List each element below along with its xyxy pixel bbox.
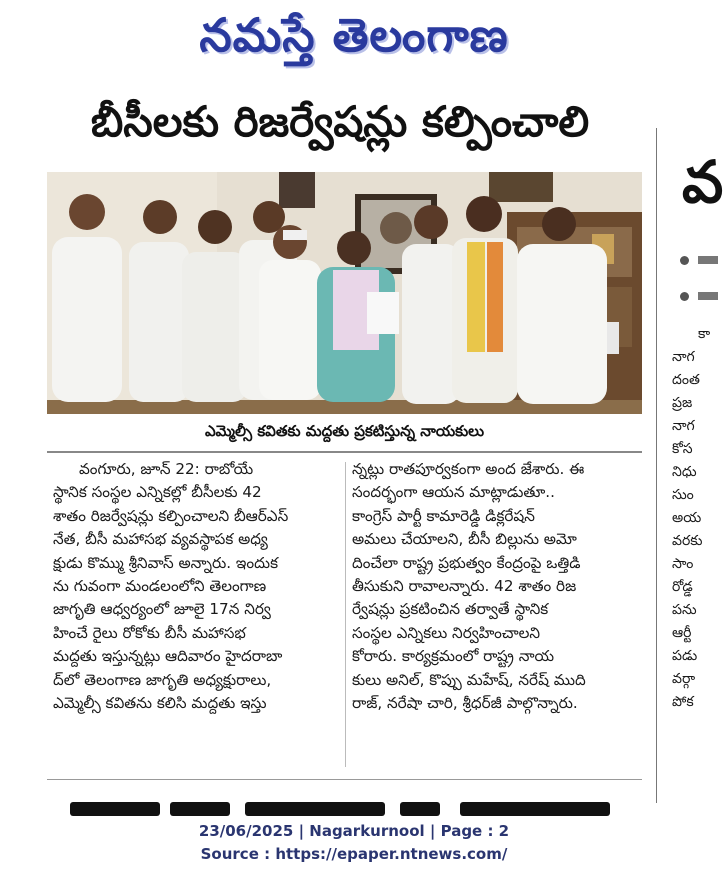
bullet-icon — [680, 292, 689, 301]
text-line: జాగృతి ఆధ్వర్యంలో జూలై 17న నిర్వ — [53, 600, 271, 619]
text-fragment: అయ — [672, 510, 702, 526]
cropped-glyphs — [70, 802, 160, 816]
text-fragment: నాగ — [672, 418, 695, 434]
text-line: సంస్థల ఎన్నికలు నిర్వహించాలని — [352, 623, 541, 642]
text-fragment: పోక — [672, 694, 694, 710]
text-line: దించేలా రాష్ట్ర ప్రభుత్వం కేంద్రంపై ఒత్తిడి — [352, 553, 581, 572]
text-fragment: సుం — [672, 487, 694, 503]
text-fragment: నాగ — [672, 349, 695, 365]
source-link[interactable]: Source : https://epaper.ntnews.com/ — [200, 845, 508, 863]
cropped-glyphs — [698, 256, 718, 264]
cropped-glyphs — [245, 802, 385, 816]
text-fragment: సాం — [672, 556, 694, 572]
text-line: స్థానిక సంస్థల ఎన్నికల్లో బీసీలకు 42 — [53, 483, 262, 502]
text-line: తీసుకుని రావాలన్నారు. 42 శాతం రిజ — [352, 577, 577, 596]
text-fragment: పడు — [672, 648, 698, 664]
bullet-icon — [680, 256, 689, 265]
text-line: క్షుడు కొమ్ము శ్రీనివాస్ అన్నారు. ఇందుక — [53, 553, 278, 572]
text-line: ర్వేషన్లు ప్రకటించిన తర్వాతే స్థానిక — [352, 600, 549, 619]
text-line: ను గువంగా మండలంలోని తెలంగాణ — [53, 577, 267, 596]
text-line: కాంగ్రెస్ పార్టీ కామారెడ్డి డిక్లరేషన్ — [352, 506, 535, 525]
text-fragment: నిధు — [672, 464, 697, 480]
text-line: వంగూరు, జూన్ 22: రాబోయే — [79, 460, 254, 478]
text-line: హించే రైలు రోకోకు బీసీ మహాసభ — [53, 623, 246, 642]
next-headline-cropped — [70, 790, 630, 814]
edition-info: 23/06/2025 | Nagarkurnool | Page : 2 — [198, 822, 510, 840]
text-fragment: వరకు — [672, 533, 703, 549]
text-fragment: ప్రజ — [672, 395, 693, 411]
column-divider — [345, 462, 346, 767]
cropped-glyphs — [460, 802, 610, 816]
text-line: కులు అనిల్, కొప్పు మహేష్, నరేష్ ముది — [352, 670, 586, 689]
text-line: శాతం రిజర్వేషన్లు కల్పించాలని బీఆర్ఎస్ — [53, 506, 289, 525]
adjacent-headline-letter: వ — [682, 148, 723, 216]
text-line: మద్దతు ఇస్తున్నట్లు ఆదివారం హైదరాబా — [53, 647, 283, 666]
text-line: అమలు చేయాలని, బీసీ బిల్లును అమో — [352, 530, 577, 549]
text-line: ఎమ్మెల్సీ కవితను కలిసి మద్దతు ఇస్తు — [53, 694, 267, 713]
cropped-glyphs — [170, 802, 230, 816]
text-fragment: వర్గా — [672, 671, 696, 687]
article-column-left — [53, 458, 338, 770]
text-fragment: కోస — [672, 441, 693, 457]
text-line: ద్‌లో తెలంగాణ జాగృతి అధ్యక్షురాలు, — [53, 670, 272, 689]
text-line: కోరారు. కార్యక్రమంలో రాష్ట్ర నాయ — [352, 647, 555, 666]
text-line: సందర్భంగా ఆయన మాట్లాడుతూ.. — [352, 483, 555, 502]
page-footer — [0, 820, 708, 870]
text-fragment: దంత — [672, 372, 700, 388]
article-end-divider — [47, 779, 642, 780]
newspaper-masthead — [0, 0, 708, 82]
adjacent-article-cropped — [662, 140, 723, 805]
text-fragment: పను — [672, 602, 697, 618]
text-line: నేత, బీసీ మహాసభ వ్యవస్థాపక అధ్య — [53, 530, 268, 549]
text-fragment: కా — [698, 326, 711, 342]
text-line: రాజ్, నరేషా చారి, శ్రీధర్‌జీ పాల్గొన్నారు. — [352, 694, 578, 713]
masthead-title: నమస్తే తెలంగాణ — [199, 8, 509, 62]
cropped-glyphs — [400, 802, 440, 816]
text-fragment: రోడ్డ — [672, 579, 693, 595]
text-fragment: ఆర్టీ — [672, 625, 692, 641]
cropped-glyphs — [698, 292, 718, 300]
caption-divider — [47, 451, 642, 453]
group-photo-illustration — [47, 172, 642, 414]
photo-caption: ఎమ్మెల్సీ కవితకు మద్దతు ప్రకటిస్తున్న నాయకులు — [204, 422, 485, 440]
article-column-right — [352, 458, 637, 770]
side-column-rule — [656, 128, 657, 803]
text-line: న్నట్లు రాతపూర్వకంగా అంద జేశారు. ఈ — [352, 460, 585, 478]
article-headline: బీసీలకు రిజర్వేషన్లు కల్పించాలి — [90, 97, 590, 146]
article-photo — [47, 172, 642, 414]
